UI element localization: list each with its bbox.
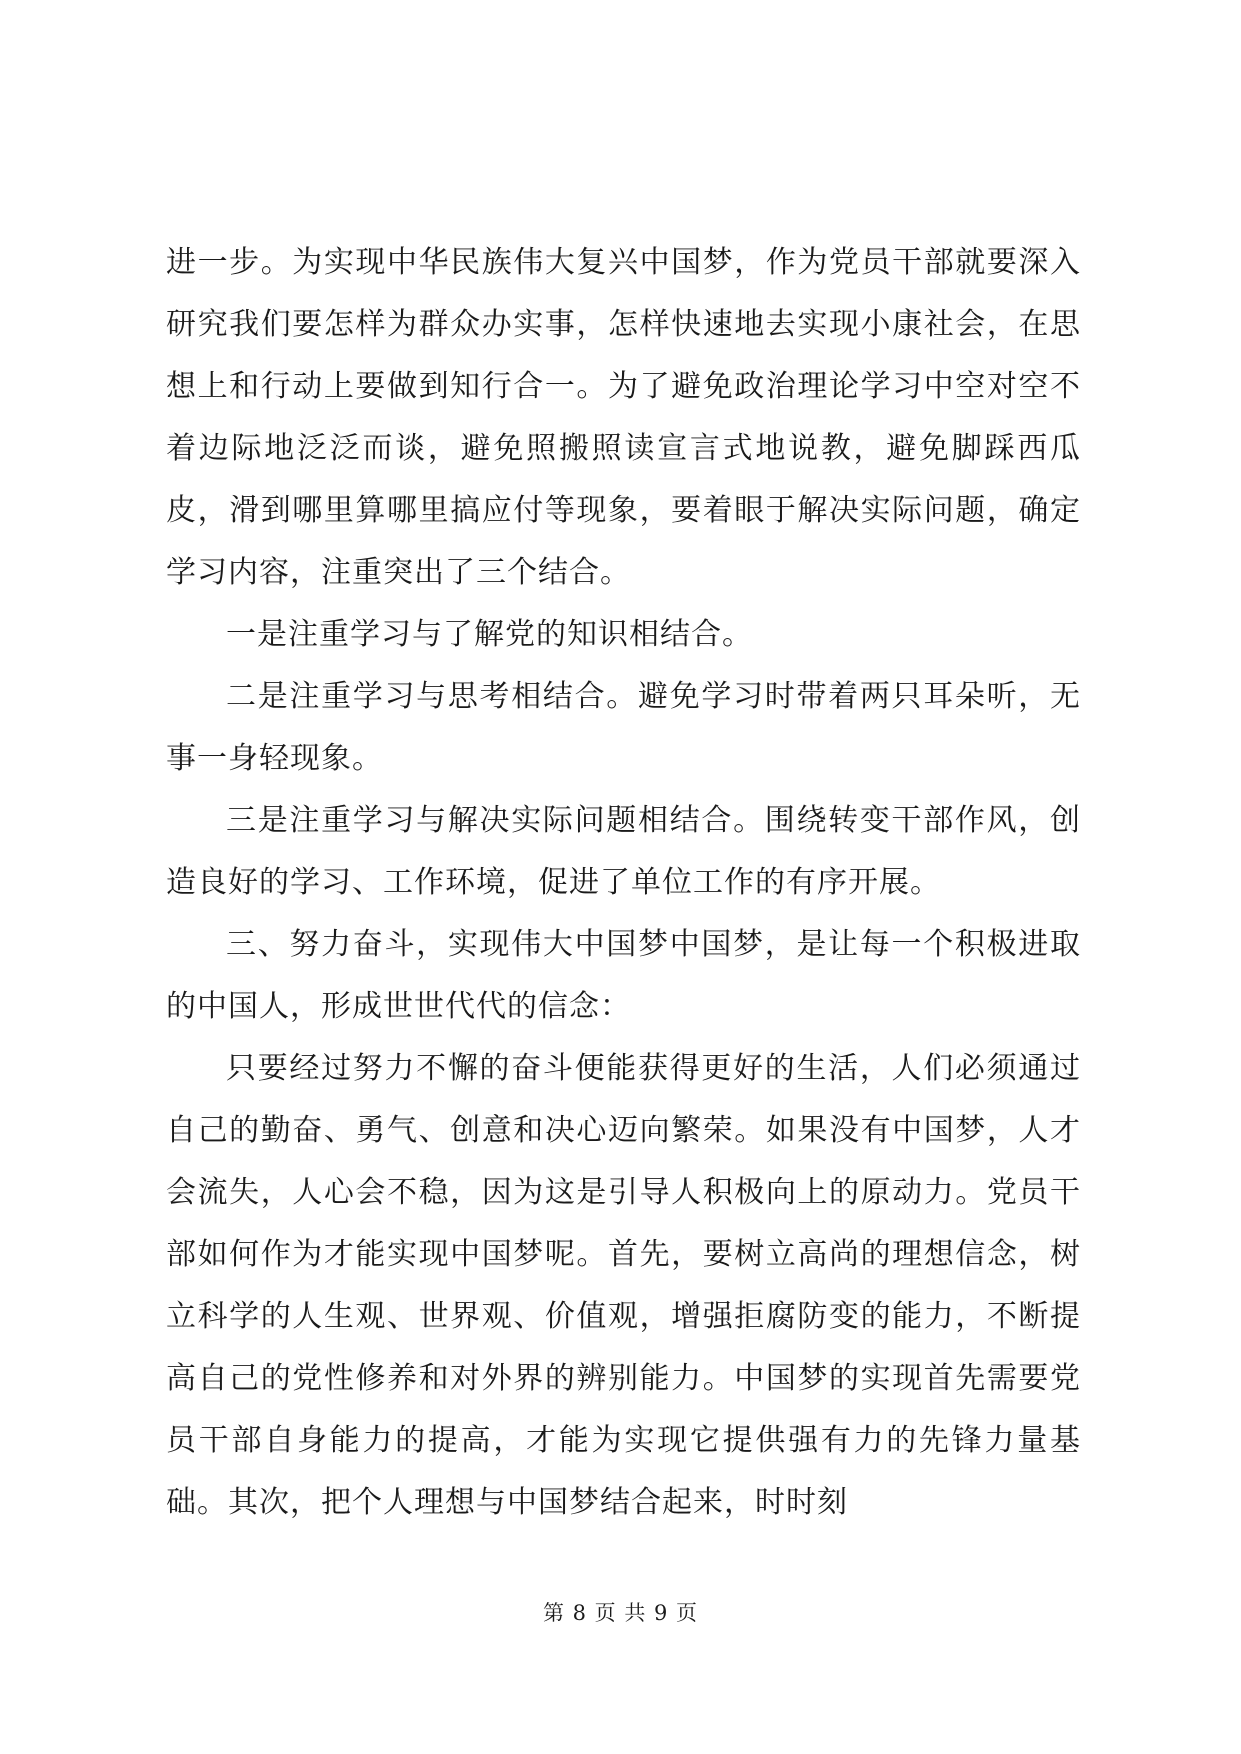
- paragraph-continuation: 进一步。为实现中华民族伟大复兴中国梦，作为党员干部就要深入研究我们要怎样为群众办实事，怎样快速地去实现小康社会，在思想上和行动上要做到知行合一。为了避免政治理论学习中空对空不着边际地泛泛而谈，避免照搬照读宣言式地说教，避免脚踩西瓜皮，滑到哪里算哪里搞应付等现象，要着眼于解决实际问题，确定学习内容，注重突出了三个结合。: [166, 245, 1081, 590]
- page-number-footer: 第 8 页 共 9 页: [542, 1601, 699, 1625]
- section-heading-three: 三、努力奋斗，实现伟大中国梦中国梦，是让每一个积极进取的中国人，形成世世代代的信念：: [166, 927, 1081, 1024]
- paragraph-point-three: 三是注重学习与解决实际问题相结合。围绕转变干部作风，创造良好的学习、工作环境，促进了单位工作的有序开展。: [166, 803, 1081, 900]
- paragraph-point-two: 二是注重学习与思考相结合。避免学习时带着两只耳朵听，无事一身轻现象。: [166, 679, 1081, 776]
- paragraph-point-one: 一是注重学习与了解党的知识相结合。: [226, 617, 753, 652]
- paragraph-body: 只要经过努力不懈的奋斗便能获得更好的生活，人们必须通过自己的勤奋、勇气、创意和决心迈向繁荣。如果没有中国梦，人才会流失，人心会不稳，因为这是引导人积极向上的原动力。党员干部如何作为才能实现中国梦呢。首先，要树立高尚的理想信念，树立科学的人生观、世界观、价值观，增强拒腐防变的能力，不断提高自己的党性修养和对外界的辨别能力。中国梦的实现首先需要党员干部自身能力的提高，才能为实现它提供强有力的先锋力量基础。其次，把个人理想与中国梦结合起来，时时刻: [166, 1051, 1081, 1520]
- document-body: [166, 232, 1081, 1534]
